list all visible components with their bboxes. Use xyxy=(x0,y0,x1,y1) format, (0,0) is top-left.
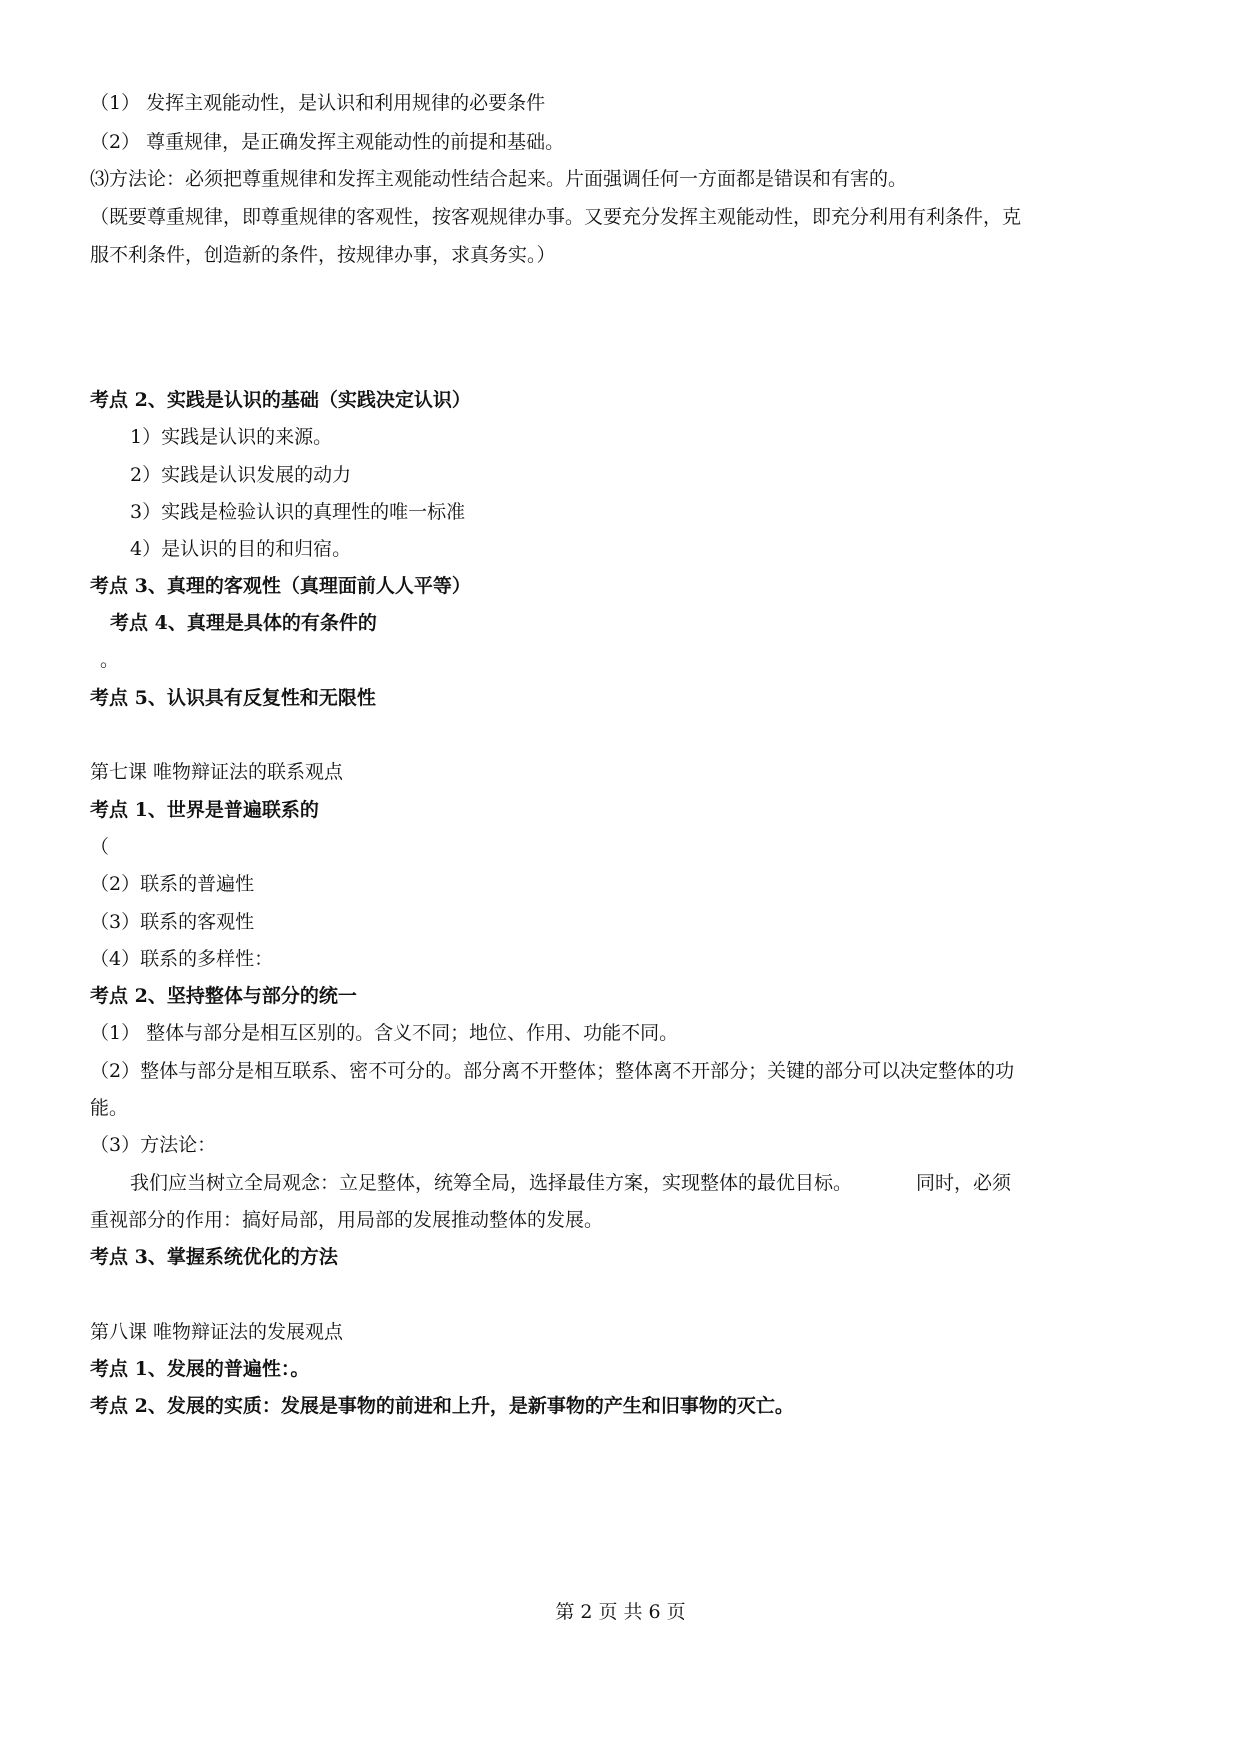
text-line: 重视部分的作用：搞好局部，用局部的发展推动整体的发展。 xyxy=(90,1209,604,1231)
list-item: （4）联系的多样性： xyxy=(90,948,274,970)
list-item: 1）实践是认识的来源。 xyxy=(130,426,333,448)
section-heading: 考点 2、实践是认识的基础（实践决定认识） xyxy=(90,389,471,411)
list-item: （2）整体与部分是相互联系、密不可分的。部分离不开整体；整体离不开部分；关键的部分可以决定整体的功 xyxy=(90,1060,1015,1082)
text-span: 同时，必须 xyxy=(916,1172,1012,1194)
section-heading: 考点 2、坚持整体与部分的统一 xyxy=(90,985,357,1007)
list-item: （3）方法论： xyxy=(90,1134,217,1156)
list-item: （2）联系的普遍性 xyxy=(90,873,255,895)
text-line: 能。 xyxy=(90,1097,129,1119)
section-heading: 考点 1、世界是普遍联系的 xyxy=(90,799,319,821)
list-item: 3）实践是检验认识的真理性的唯一标准 xyxy=(130,501,466,523)
text-line: （ xyxy=(90,836,110,858)
text-line: ⑶方法论：必须把尊重规律和发挥主观能动性结合起来。片面强调任何一方面都是错误和有害的。 xyxy=(90,168,908,190)
section-heading: 考点 4、真理是具体的有条件的 xyxy=(110,612,377,634)
section-heading: 考点 5、认识具有反复性和无限性 xyxy=(90,687,376,709)
section-heading: 考点 3、真理的客观性（真理面前人人平等） xyxy=(90,575,471,597)
list-item: 4）是认识的目的和归宿。 xyxy=(130,538,352,560)
text-line xyxy=(130,1171,1011,1195)
page-footer: 第 2 页 共 6 页 xyxy=(555,1601,686,1623)
list-item: （1） 整体与部分是相互区别的。含义不同；地位、作用、功能不同。 xyxy=(90,1022,679,1044)
section-heading: 考点 1、发展的普遍性：。 xyxy=(90,1358,310,1380)
text-line: （1） 发挥主观能动性，是认识和利用规律的必要条件 xyxy=(90,92,546,114)
section-heading: 考点 3、掌握系统优化的方法 xyxy=(90,1246,338,1268)
lesson-title: 第八课 唯物辩证法的发展观点 xyxy=(90,1321,344,1343)
list-item: 2）实践是认识发展的动力 xyxy=(130,464,352,486)
text-line: （既要尊重规律，即尊重规律的客观性，按客观规律办事。又要充分发挥主观能动性，即充分利用有利条件，克 xyxy=(90,206,1022,228)
list-item: （3）联系的客观性 xyxy=(90,911,255,933)
text-span: 我们应当树立全局观念：立足整体，统筹全局，选择最佳方案，实现整体的最优目标。 xyxy=(130,1172,853,1194)
lesson-title: 第七课 唯物辩证法的联系观点 xyxy=(90,761,344,783)
text-line: 服不利条件，创造新的条件，按规律办事，求真务实。） xyxy=(90,244,556,266)
text-line: 。 xyxy=(100,649,120,671)
text-line: （2） 尊重规律，是正确发挥主观能动性的前提和基础。 xyxy=(90,131,565,153)
section-heading: 考点 2、发展的实质：发展是事物的前进和上升，是新事物的产生和旧事物的灭亡。 xyxy=(90,1395,794,1417)
